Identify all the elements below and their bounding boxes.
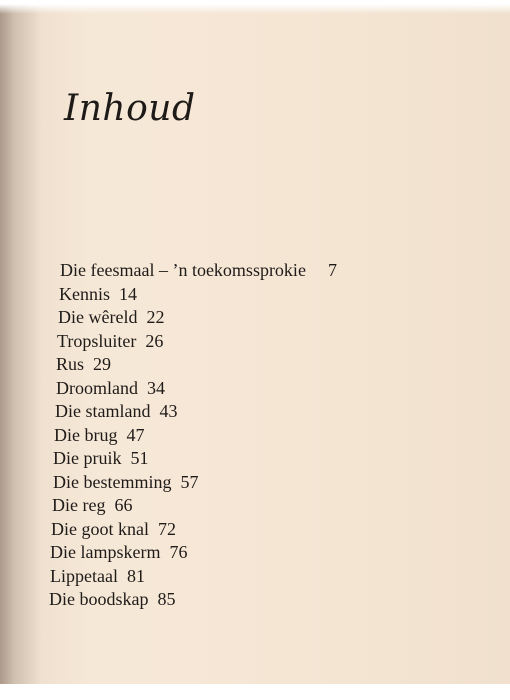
toc-entry: [49, 587, 175, 611]
toc-entry-title: Tropsluiter: [57, 330, 137, 351]
toc-entry: [53, 470, 198, 494]
toc-entry-page: 43: [159, 401, 178, 421]
toc-entry-page: 72: [157, 518, 176, 539]
toc-entry-title: Die goot knal: [51, 518, 149, 539]
toc-entry-page: 85: [157, 589, 176, 609]
toc-entry-title: Die feesmaal – ’n toekomssprokie: [60, 260, 306, 280]
toc-entry-title: Die brug: [54, 424, 118, 445]
toc-entry: [53, 446, 148, 470]
toc-entry-title: Die reg: [52, 495, 106, 515]
toc-entry-title: Die lampskerm: [50, 542, 161, 562]
toc-entry-title: Kennis: [59, 283, 110, 304]
toc-entry-title: Die stamland: [55, 401, 151, 421]
toc-entry-page: 14: [119, 283, 137, 304]
toc-entry: [52, 493, 132, 517]
toc-entry: [51, 517, 176, 541]
toc-entry: [58, 305, 164, 329]
toc-entry-title: Die wêreld: [58, 307, 138, 327]
toc-entry-page: 76: [169, 542, 188, 562]
toc-entry-page: 57: [180, 471, 199, 492]
toc-entry-page: 47: [126, 424, 145, 445]
toc-entry: [54, 423, 144, 447]
page-top-edge: [0, 0, 510, 14]
toc-entry: [55, 399, 177, 423]
toc-entry-page: 66: [114, 495, 133, 515]
toc-entry-title: Die boodskap: [49, 589, 149, 609]
toc-entry-title: Rus: [56, 354, 85, 374]
toc-entry: [50, 540, 187, 564]
toc-entry-page: 26: [145, 330, 164, 351]
toc-entry-page: 51: [130, 448, 149, 468]
toc-entry-page: 29: [93, 354, 112, 374]
toc-entry: [60, 258, 337, 282]
toc-entry-page: 22: [146, 307, 165, 327]
page-gutter-shadow: [0, 0, 42, 684]
toc-entry: [56, 376, 165, 400]
toc-entry-page: 81: [126, 565, 145, 586]
toc-entry-page: 7: [327, 260, 337, 280]
toc-entry-title: Die pruik: [53, 448, 122, 468]
toc-entry: [59, 282, 137, 306]
page-title: Inhoud: [64, 88, 196, 129]
toc-entry-page: 34: [146, 377, 165, 398]
toc-entry: [57, 329, 163, 353]
toc-entry: [56, 352, 111, 376]
toc-entry: [50, 564, 145, 588]
toc-entry-title: Lippetaal: [50, 565, 118, 586]
toc-entry-title: Droomland: [56, 377, 138, 398]
toc-entry-title: Die bestemming: [53, 471, 172, 492]
